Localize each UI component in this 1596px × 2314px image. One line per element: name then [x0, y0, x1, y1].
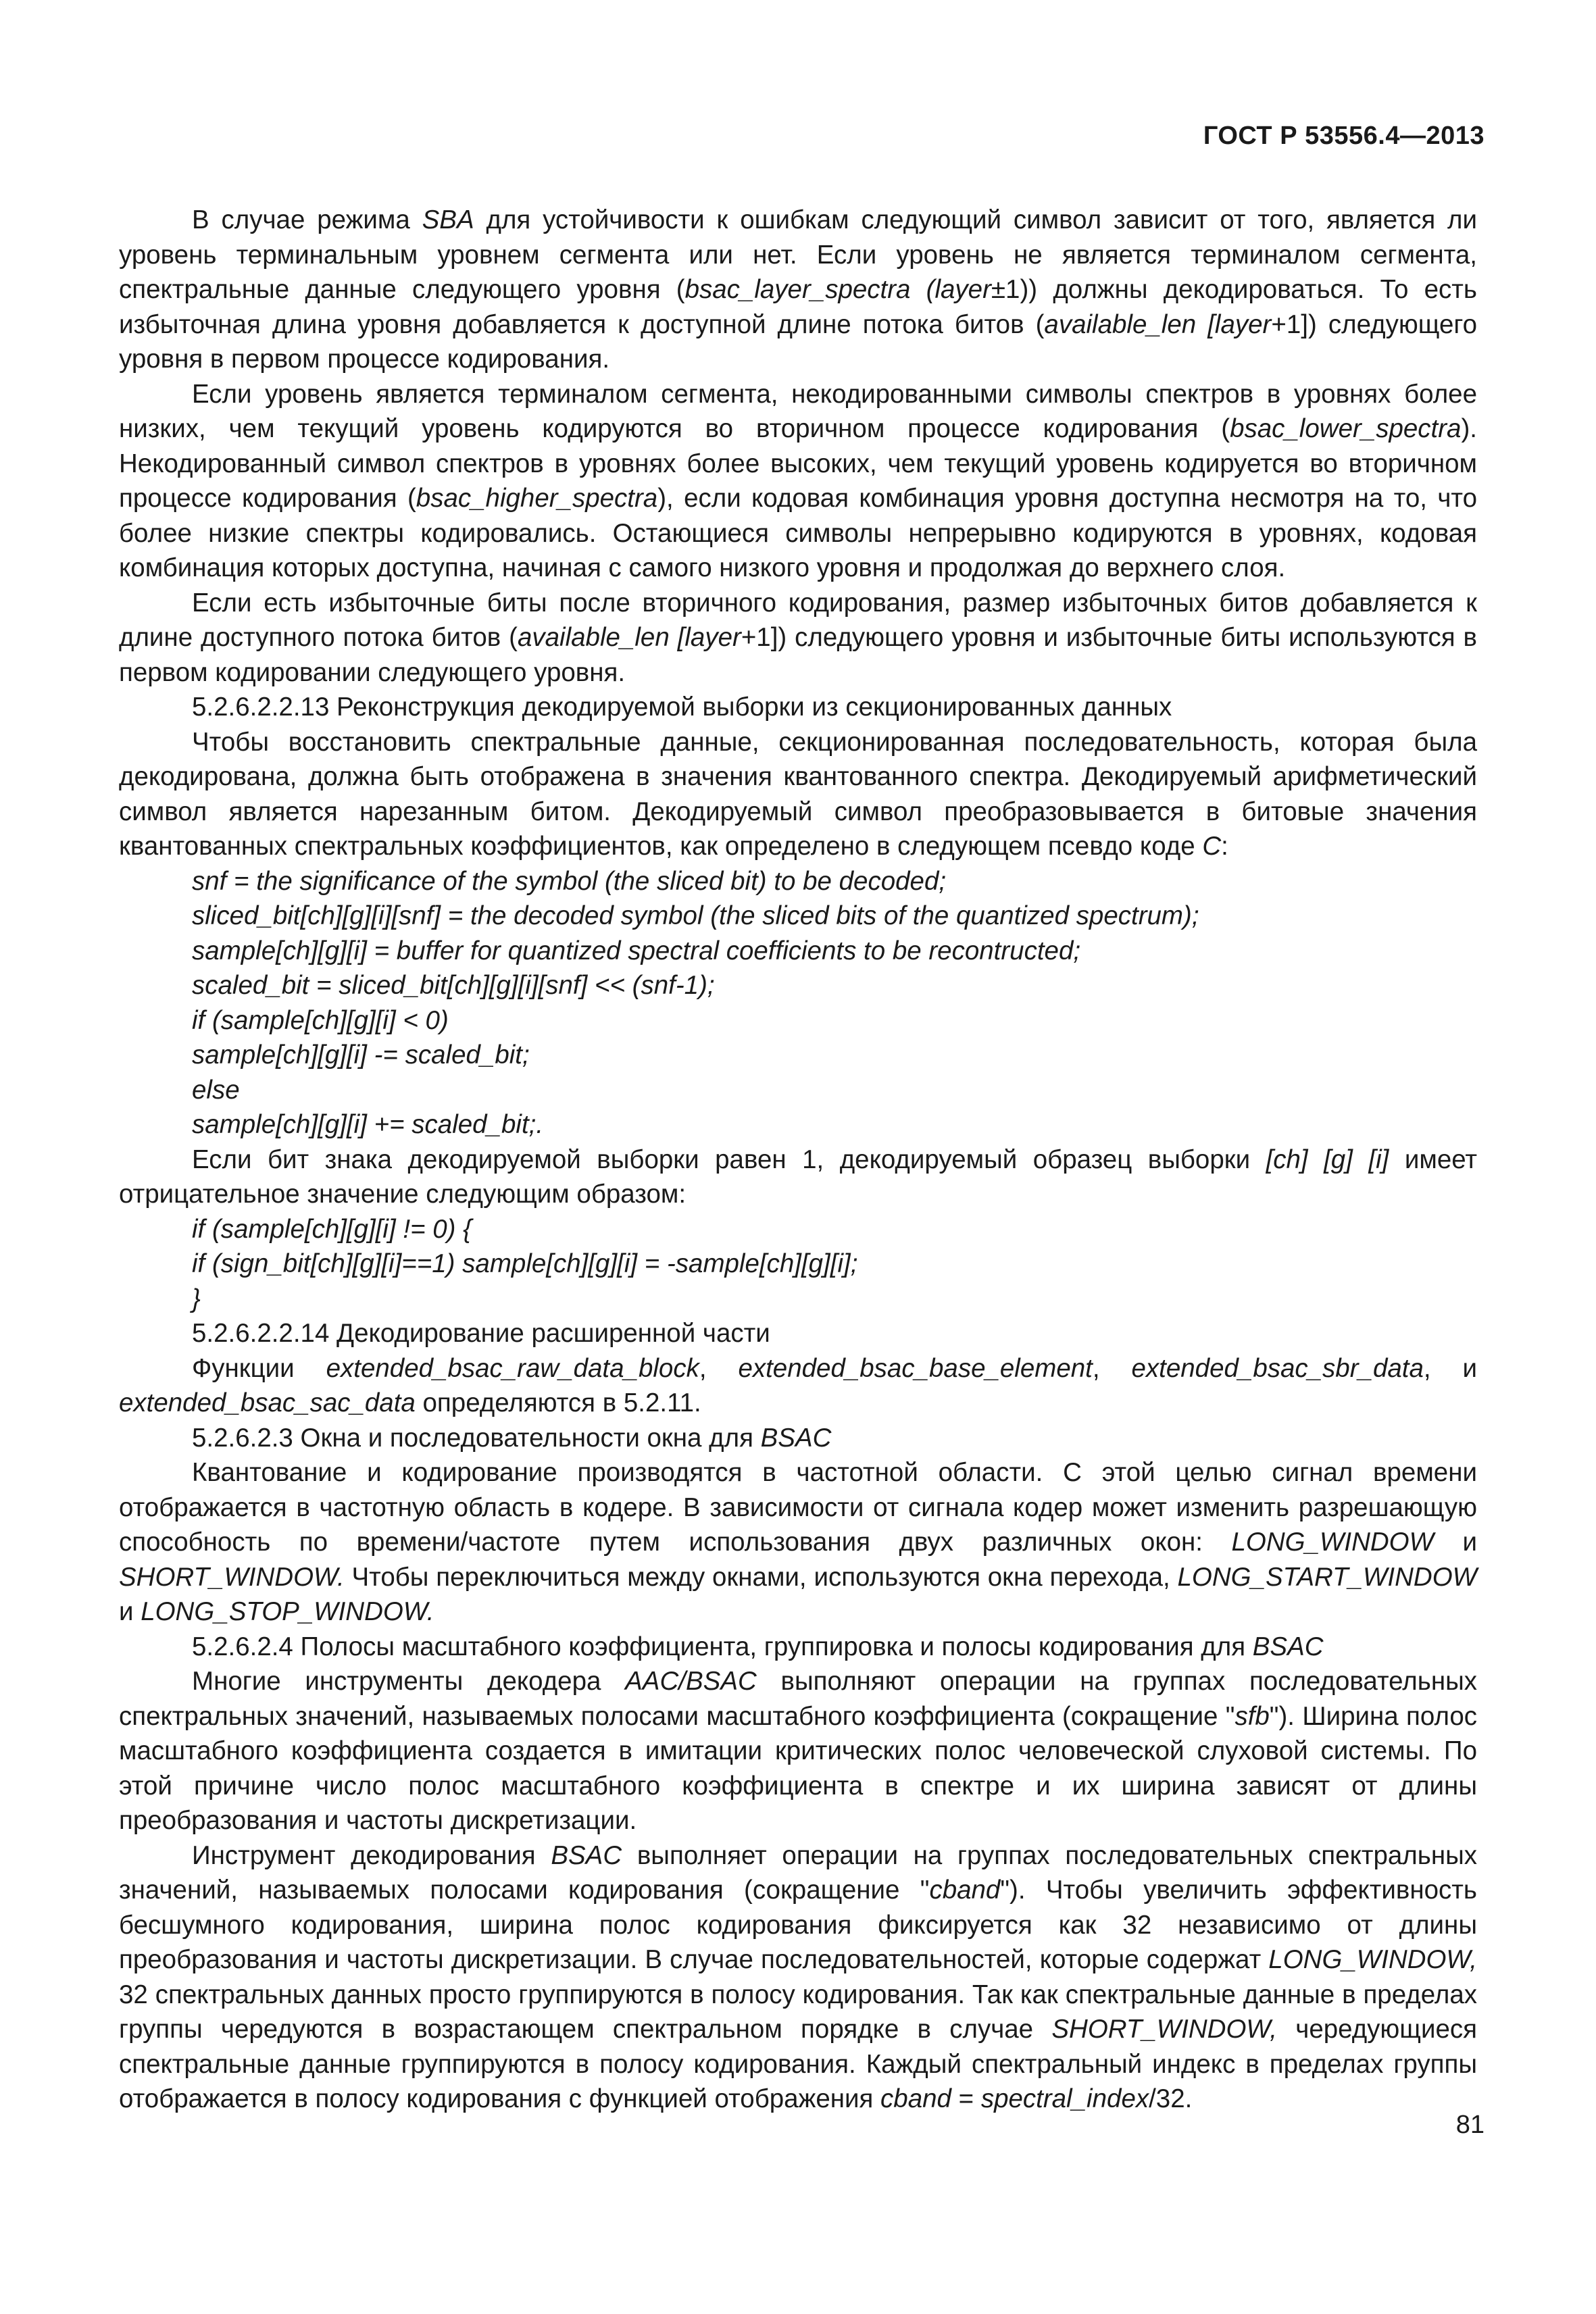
- term-cband: cband: [929, 1876, 1001, 1905]
- paragraph-sign-bit: [119, 1142, 1477, 1212]
- term-sba: SBA: [422, 205, 474, 234]
- term-short-window: SHORT_WINDOW.: [119, 1562, 345, 1592]
- paragraph-sba-mode: [119, 203, 1477, 377]
- text: имеет отрицательное значение следующим образом:: [119, 1145, 1477, 1209]
- code-line: sample[ch][g][i] -= scaled_bit;: [192, 1040, 530, 1070]
- text: ±1: [991, 275, 1020, 304]
- text: чередующиеся спектральные данные группируются в полосу кодирования. Каждый спектральный индекс в пределах группы отображается в полосу кодирования с функцией отображения: [119, 2015, 1477, 2113]
- paragraph-scalefactor-bands: [119, 1664, 1477, 1838]
- text: Квантование и кодирование производятся в частотной области. С этой целью сигнал времени отображается в частотную область в кодере. В зависимости от сигнала кодер может изменить разрешающую способность по времени/частоте путем использования двух различных окон:: [119, 1458, 1477, 1557]
- standard-code-header: ГОСТ Р 53556.4—2013: [1203, 122, 1485, 150]
- text: ]) следующего уровня в первом процессе кодирования.: [119, 309, 1477, 374]
- code-line: scaled_bit = sliced_bit[ch][g][i][snf] << (snf-1);: [192, 971, 715, 1000]
- term-function: extended_bsac_base_element: [738, 1353, 1093, 1383]
- text: "). Ширина полос масштабного коэффициента создается в имитации критических полос человеческой слуховой системы. По этой причине число полос масштабного коэффициента в спектре и их ширина зависят от длины преобразования и частоты дискретизации.: [119, 1701, 1477, 1835]
- text: ,: [699, 1353, 739, 1383]
- term-available-len: available_len [layer: [517, 623, 741, 652]
- text: :: [1221, 832, 1228, 861]
- text: Функции: [192, 1353, 326, 1383]
- text: +1: [741, 623, 771, 652]
- term-function: extended_bsac_raw_data_block: [326, 1353, 699, 1383]
- document-body: [119, 203, 1477, 2117]
- text: В случае режима: [192, 205, 422, 234]
- code-line: if (sign_bit[ch][g][i]==1) sample[ch][g][i] = -sample[ch][g][i];: [192, 1249, 858, 1278]
- term-index: [ch] [g] [i]: [1266, 1145, 1389, 1174]
- text: определяются в 5.2.11.: [415, 1388, 701, 1417]
- text: )) должны декодироваться. То есть избыточная длина уровня добавляется к доступной длине потока битов (: [119, 275, 1477, 339]
- paragraph-extended-functions: [119, 1351, 1477, 1421]
- text: 32 спектральных данных просто группируются в полосу кодирования. Так как спектральные данные в пределах группы чередуются в возрастающем спектральном порядке в случае: [119, 1980, 1477, 2044]
- code-line: snf = the significance of the symbol (the sliced bit) to be decoded;: [192, 866, 947, 896]
- text: =: [951, 2084, 981, 2113]
- term-sfb: sfb: [1235, 1701, 1270, 1731]
- term-bsac: BSAC: [1252, 1632, 1324, 1661]
- paragraph-windows: [119, 1455, 1477, 1630]
- text: Если уровень является терминалом сегмента, некодированными символы спектров в уровнях более низких, чем текущий уровень кодируются во вторичном процессе кодирования (: [119, 379, 1477, 443]
- text: выполняет операции на группах последовательных спектральных значений, называемых полосами кодирования (сокращение ": [119, 1840, 1478, 1905]
- paragraph-terminal-segment: [119, 377, 1477, 586]
- text: для устойчивости к ошибкам следующий символ зависит от того, является ли уровень терминальным уровнем сегмента или нет. Если уровень не является терминалом сегмента, спектральные данные следующего уровня (: [119, 205, 1478, 304]
- text: , и: [1423, 1353, 1477, 1383]
- text: Чтобы переключиться между окнами, используются окна перехода,: [344, 1562, 1178, 1592]
- section-heading-5-2-6-2-4: [119, 1630, 1477, 1665]
- section-heading-5-2-6-2-3: [119, 1421, 1477, 1456]
- text: /32.: [1149, 2084, 1193, 2113]
- text: 5.2.6.2.3 Окна и последовательности окна для: [192, 1423, 761, 1453]
- term-bsac-lower-spectra: bsac_lower_spectra: [1230, 414, 1462, 443]
- text: +1: [1271, 309, 1301, 339]
- paragraph-reconstruction: [119, 725, 1477, 864]
- term-bsac: BSAC: [551, 1840, 622, 1870]
- text: выполняют операции на группах последовательных спектральных значений, называемых полосами масштабного коэффициента (сокращение ": [119, 1667, 1478, 1731]
- paragraph-redundant-bits: [119, 586, 1477, 690]
- term-aac-bsac: AAC/BSAC: [625, 1667, 757, 1696]
- text: Если есть избыточные биты после вторичного кодирования, размер избыточных битов добавляется к длине доступного потока битов (: [119, 588, 1477, 652]
- term-short-window: SHORT_WINDOW,: [1051, 2015, 1278, 2044]
- code-line: sliced_bit[ch][g][i][snf] = the decoded symbol (the sliced bits of the quantized spectrum);: [192, 901, 1199, 930]
- text: Инструмент декодирования: [192, 1840, 551, 1870]
- term-cband: cband: [880, 2084, 951, 2113]
- term-long-window: LONG_WINDOW: [1231, 1528, 1434, 1557]
- term-long-stop-window: LONG_STOP_WINDOW.: [141, 1597, 434, 1626]
- text: ]) следующего уровня и избыточные биты используются в первом кодировании следующего уровня.: [119, 623, 1477, 687]
- term-function: extended_bsac_sbr_data: [1131, 1353, 1424, 1383]
- code-line: else: [192, 1075, 240, 1105]
- text: 5.2.6.2.4 Полосы масштабного коэффициента, группировка и полосы кодирования для: [192, 1632, 1253, 1661]
- text: Чтобы восстановить спектральные данные, секционированная последовательность, которая была декодирована, должна быть отображена в значения квантованного спектра. Декодируемый арифметический символ является нарезанным битом. Декодируемый символ преобразовывается в битовые значения квантованных спектральных коэффициентов, как определено в следующем псевдо коде: [119, 727, 1477, 861]
- code-line: if (sample[ch][g][i] != 0) {: [192, 1214, 472, 1244]
- text: ). Некодированный символ спектров в уровнях более высоких, чем текущий уровень кодируется во вторичном процессе кодирования (: [119, 414, 1477, 513]
- term-long-window: LONG_WINDOW,: [1268, 1945, 1477, 1974]
- term-bsac-layer-spectra: bsac_layer_spectra (layer: [684, 275, 991, 304]
- term-available-len: available_len [layer: [1044, 309, 1272, 339]
- term-long-start-window: LONG_START_WINDOW: [1177, 1562, 1477, 1592]
- section-heading-5-2-6-2-2-13: 5.2.6.2.2.13 Реконструкция декодируемой выборки из секционированных данных: [192, 693, 1172, 722]
- term-c: C: [1202, 832, 1222, 861]
- section-heading-5-2-6-2-2-14: 5.2.6.2.2.14 Декодирование расширенной части: [192, 1319, 770, 1348]
- term-bsac-higher-spectra: bsac_higher_spectra: [416, 484, 658, 513]
- text: "). Чтобы увеличить эффективность бесшумного кодирования, ширина полос кодирования фиксируется как 32 независимо от длины преобразования и частоты дискретизации. В случае последовательностей, которые содержат: [119, 1876, 1477, 1974]
- code-line: sample[ch][g][i] += scaled_bit;.: [192, 1110, 544, 1139]
- text: Если бит знака декодируемой выборки равен 1, декодируемый образец выборки: [192, 1145, 1266, 1174]
- term-spectral-index: spectral_index: [980, 2084, 1149, 2113]
- code-line: sample[ch][g][i] = buffer for quantized spectral coefficients to be recontructed;: [192, 936, 1081, 965]
- text: ), если кодовая комбинация уровня доступна несмотря на то, что более низкие спектры кодировались. Остающиеся символы непрерывно кодируются в уровнях, кодовая комбинация которых доступна, начиная с самого низкого уровня и продолжая до верхнего слоя.: [119, 484, 1477, 582]
- text: и: [119, 1597, 141, 1626]
- text: и: [1433, 1528, 1478, 1557]
- term-function: extended_bsac_sac_data: [119, 1388, 416, 1417]
- text: Многие инструменты декодера: [192, 1667, 626, 1696]
- paragraph-coding-bands: [119, 1838, 1477, 2117]
- text: ,: [1092, 1353, 1132, 1383]
- code-line: }: [192, 1284, 201, 1313]
- term-bsac: BSAC: [760, 1423, 832, 1453]
- code-line: if (sample[ch][g][i] < 0): [192, 1005, 449, 1035]
- page-number: 81: [1455, 2111, 1485, 2139]
